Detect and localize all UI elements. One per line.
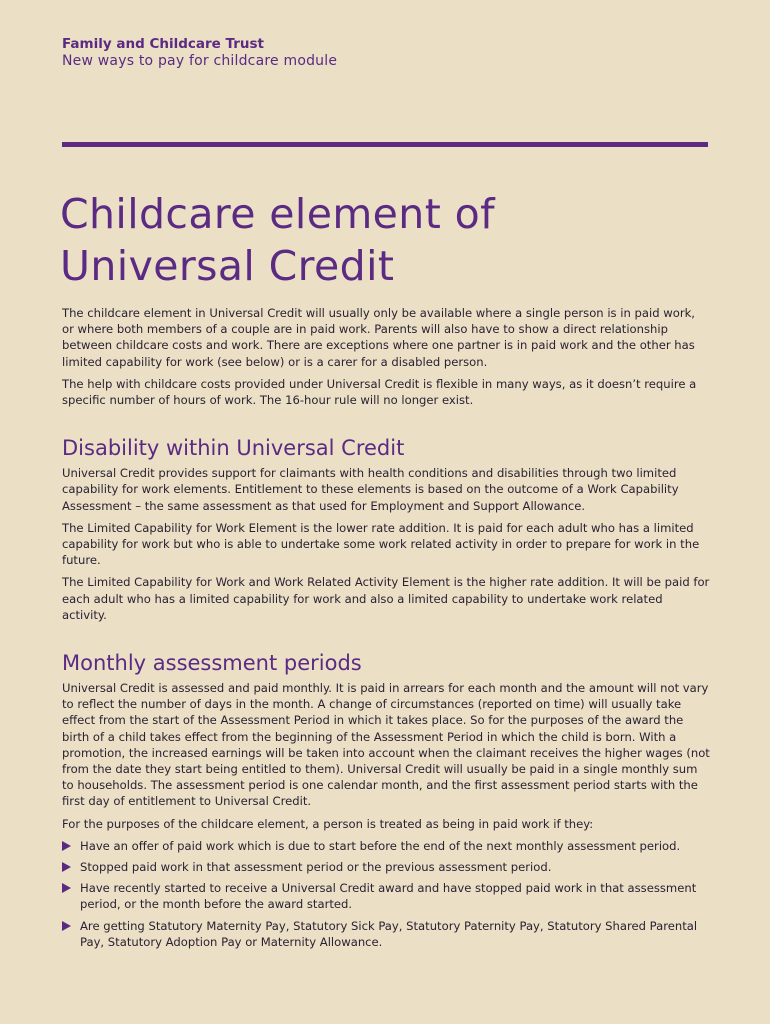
intro-paragraph: The childcare element in Universal Credit will usually only be available where a single person is in paid work, or where both members of a couple are in paid work. Parents will also have to show a direct relationship between childcare costs and work. There are exceptions where one partner is in paid work and the other has limited capability for work (see below) or is a carer for a disabled person. bbox=[62, 306, 695, 369]
body-content bbox=[62, 305, 710, 955]
disability-paragraph: The Limited Capability for Work Element is the lower rate addition. It is paid for each adult who has a limited capability for work but who is able to undertake some work related activity in order to prepare for work in the future. bbox=[62, 520, 700, 568]
monthly-paragraph: Universal Credit is assessed and paid monthly. It is paid in arrears for each month and the amount will not vary to reflect the number of days in the month. A change of circumstances (reported on time) will usually take effect from the start of the Assessment Period in which it takes place. So for the purposes of the award the birth of a child takes effect from the beginning of the Assessment Period in which the child is born. With a promotion, the increased earnings will be taken into account when the claimant receives the higher wages (not from the date they start being entitled to them). Universal Credit will usually be paid in a single monthly sum to households. The assessment period is one calendar month, and the first assessment period starts with the first day of entitlement to Universal Credit. bbox=[62, 681, 710, 809]
list-item-text: Stopped paid work in that assessment period or the previous assessment period. bbox=[80, 860, 552, 875]
list-item bbox=[62, 859, 710, 875]
triangle-right-icon bbox=[62, 921, 71, 931]
list-item-text: Have recently started to receive a Universal Credit award and have stopped paid work in that assessment period, or the month before the award started. bbox=[80, 881, 697, 912]
title-line-1: Childcare element of bbox=[60, 190, 495, 238]
header-divider bbox=[62, 142, 708, 147]
triangle-right-icon bbox=[62, 841, 71, 851]
list-item bbox=[62, 918, 710, 950]
title-line-2: Universal Credit bbox=[60, 242, 395, 290]
triangle-right-icon bbox=[62, 883, 71, 893]
section-heading-disability: Disability within Universal Credit bbox=[62, 436, 405, 461]
list-item bbox=[62, 838, 710, 854]
intro-paragraph: The help with childcare costs provided under Universal Credit is flexible in many ways, as it doesn’t require a specific number of hours of work. The 16-hour rule will no longer exist. bbox=[62, 376, 697, 408]
paid-work-conditions-list bbox=[62, 838, 710, 950]
monthly-paragraph: For the purposes of the childcare element, a person is treated as being in paid work if they: bbox=[62, 816, 594, 831]
page-title bbox=[60, 188, 495, 292]
list-item-text: Are getting Statutory Maternity Pay, Statutory Sick Pay, Statutory Paternity Pay, Statutory Shared Parental Pay, Statutory Adoption Pay or Maternity Allowance. bbox=[80, 918, 698, 949]
list-item bbox=[62, 880, 710, 912]
organization-name: Family and Childcare Trust bbox=[62, 36, 264, 52]
section-heading-monthly: Monthly assessment periods bbox=[62, 651, 362, 676]
triangle-right-icon bbox=[62, 862, 71, 872]
disability-paragraph: The Limited Capability for Work and Work Related Activity Element is the higher rate addition. It will be paid for each adult who has a limited capability for work and also a limited capability to undertake work related activity. bbox=[62, 575, 710, 622]
list-item-text: Have an offer of paid work which is due to start before the end of the next monthly assessment period. bbox=[80, 838, 681, 853]
module-name: New ways to pay for childcare module bbox=[62, 53, 338, 69]
disability-paragraph: Universal Credit provides support for claimants with health conditions and disabilities through two limited capability for work elements. Entitlement to these elements is based on the outcome of a Work Capability Assessment – the same assessment as that used for Employment and Support Allowance. bbox=[62, 466, 679, 513]
